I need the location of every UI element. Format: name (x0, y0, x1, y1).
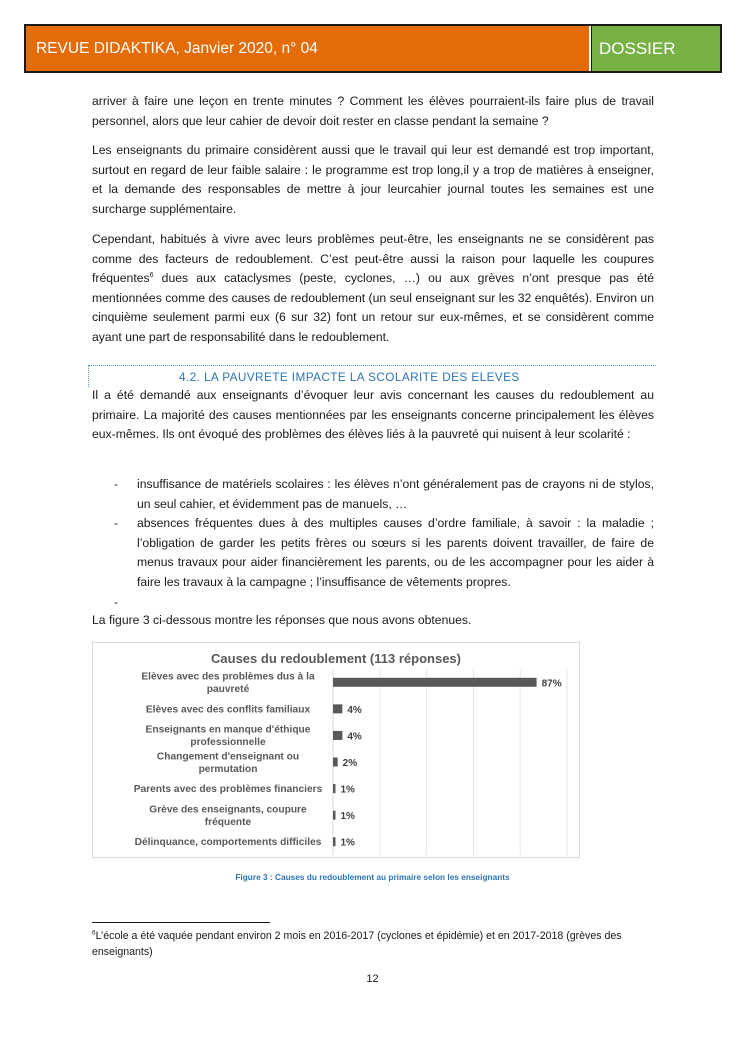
page-header (24, 24, 722, 73)
paragraph-5: La figure 3 ci-dessous montre les réponses que nous avons obtenues. (92, 613, 472, 627)
category-label: fréquente (204, 816, 252, 828)
bullet-text: insuffisance de matériels scolaires : les élèves n’ont généralement pas de crayons ni de stylos, un seul cahier, et évidemment pas de manuels, … (137, 477, 654, 511)
category-label: Elèves avec des conflits familiaux (145, 704, 311, 716)
chart-figure (92, 642, 580, 858)
paragraph-3 (92, 230, 654, 348)
paragraph-1: arriver à faire une leçon en trente minutes ? Comment les élèves pourraient-ils faire plus de travail personnel, alors que leur cahier de devoir doit rester en classe pendant la semaine ? (92, 94, 654, 128)
bar (333, 704, 342, 713)
category-label: Enseignants en manque d'éthique (145, 724, 311, 736)
bullet-item (92, 514, 654, 592)
bullet-item (92, 475, 654, 514)
section-heading: 4.2. LA PAUVRETE IMPACTE LA SCOLARITE DES ELEVES (88, 365, 656, 387)
bar (333, 678, 537, 687)
category-label: professionnelle (190, 737, 266, 749)
page-number: 12 (366, 973, 379, 985)
footnote-marker: 6 (92, 929, 96, 937)
category-label: Changement d'enseignant ou (156, 751, 300, 763)
footnote (92, 928, 654, 960)
bullet-list (92, 475, 654, 612)
footnote-ref[interactable]: 6 (149, 272, 154, 280)
bullet-text: absences fréquentes dues à des multiples causes d’ordre familiale, à savoir : la maladie ; l’obligation de garder les petits frères ou sœurs si les parents doivent travailler, de faire de menus travaux pour aider financièrement les parents, ou de les accompagner pour les aider à faire les travaux à la campagne ; l’insuffisance de vêtements propres. (137, 516, 654, 589)
category-label: Grève des enseignants, coupure (149, 804, 307, 816)
paragraph-4: Il a été demandé aux enseignants d’évoquer leur avis concernant les causes du redoublement au primaire. La majorité des causes mentionnées par les enseignants concerne principalement les élèves eux-mêmes. Ils ont évoqué des problèmes des élèves liés à la pauvreté qui nuisent à leur scolarité : (92, 388, 654, 442)
bar (333, 811, 336, 820)
category-label: permutation (198, 763, 258, 775)
category-label: Délinquance, comportements difficiles (134, 837, 322, 849)
category-label: Elèves avec des problèmes dus à la (141, 671, 315, 683)
bar-value-label: 1% (340, 784, 355, 796)
bar-chart (93, 643, 579, 857)
bar-value-label: 1% (340, 837, 355, 849)
chart-title: Causes du redoublement (113 réponses) (211, 651, 461, 666)
bullet-dash: - (114, 594, 119, 609)
figure-caption: Figure 3 : Causes du redoublement au primaire selon les enseignants (235, 872, 510, 882)
section-label: DOSSIER (591, 26, 720, 71)
paragraph-3-start: Cependant, habitués à vivre avec leurs problèmes peut-être, les enseignants ne se considèrent pas comme des facteurs de redoublement. C’est peut-être aussi la raison pour laquelle les coupures fréquentes (92, 232, 654, 286)
bar (333, 731, 342, 740)
journal-title: REVUE DIDAKTIKA, Janvier 2020, n° 04 (26, 26, 591, 71)
footnote-text: L’école a été vaquée pendant environ 2 mois en 2016-2017 (cyclones et épidémie) et en 2017-2018 (grèves des enseignants) (92, 930, 622, 958)
bar-value-label: 2% (342, 758, 358, 769)
bullet-dash: - (114, 516, 119, 531)
bar (333, 837, 336, 846)
bar-value-label: 4% (347, 731, 362, 743)
bar (333, 784, 336, 793)
bar-value-label: 1% (340, 811, 355, 823)
bar-value-label: 4% (347, 704, 362, 716)
bullet-text (137, 593, 654, 613)
category-label: pauvreté (206, 684, 250, 696)
paragraph-3-end: dues aux cataclysmes (peste, cyclones, …) ou aux grèves n’ont presque pas été mentionnées comme des causes de redoublement (un seul enseignant sur les 32 enquêtés). Environ un cinquième seulement parmi eux (6 sur 32) font un retour sur eux-mêmes, et se considèrent comme ayant une part de responsabilité dans le redoublement. (92, 271, 654, 344)
bullet-dash: - (114, 477, 119, 491)
bullet-item (92, 593, 654, 613)
category-label: Parents avec des problèmes financiers (133, 784, 323, 796)
paragraph-2: Les enseignants du primaire considèrent aussi que le travail qui leur est demandé est trop important, surtout en regard de leur faible salaire : le programme est trop long,il y a trop de matières à enseigner, et la demande des responsables de mettre à jour leurcahier journal toutes les semaines est une surcharge supplémentaire. (92, 143, 654, 216)
footnote-rule (92, 922, 270, 923)
bar-value-label: 87% (541, 678, 562, 690)
bar (333, 758, 338, 767)
